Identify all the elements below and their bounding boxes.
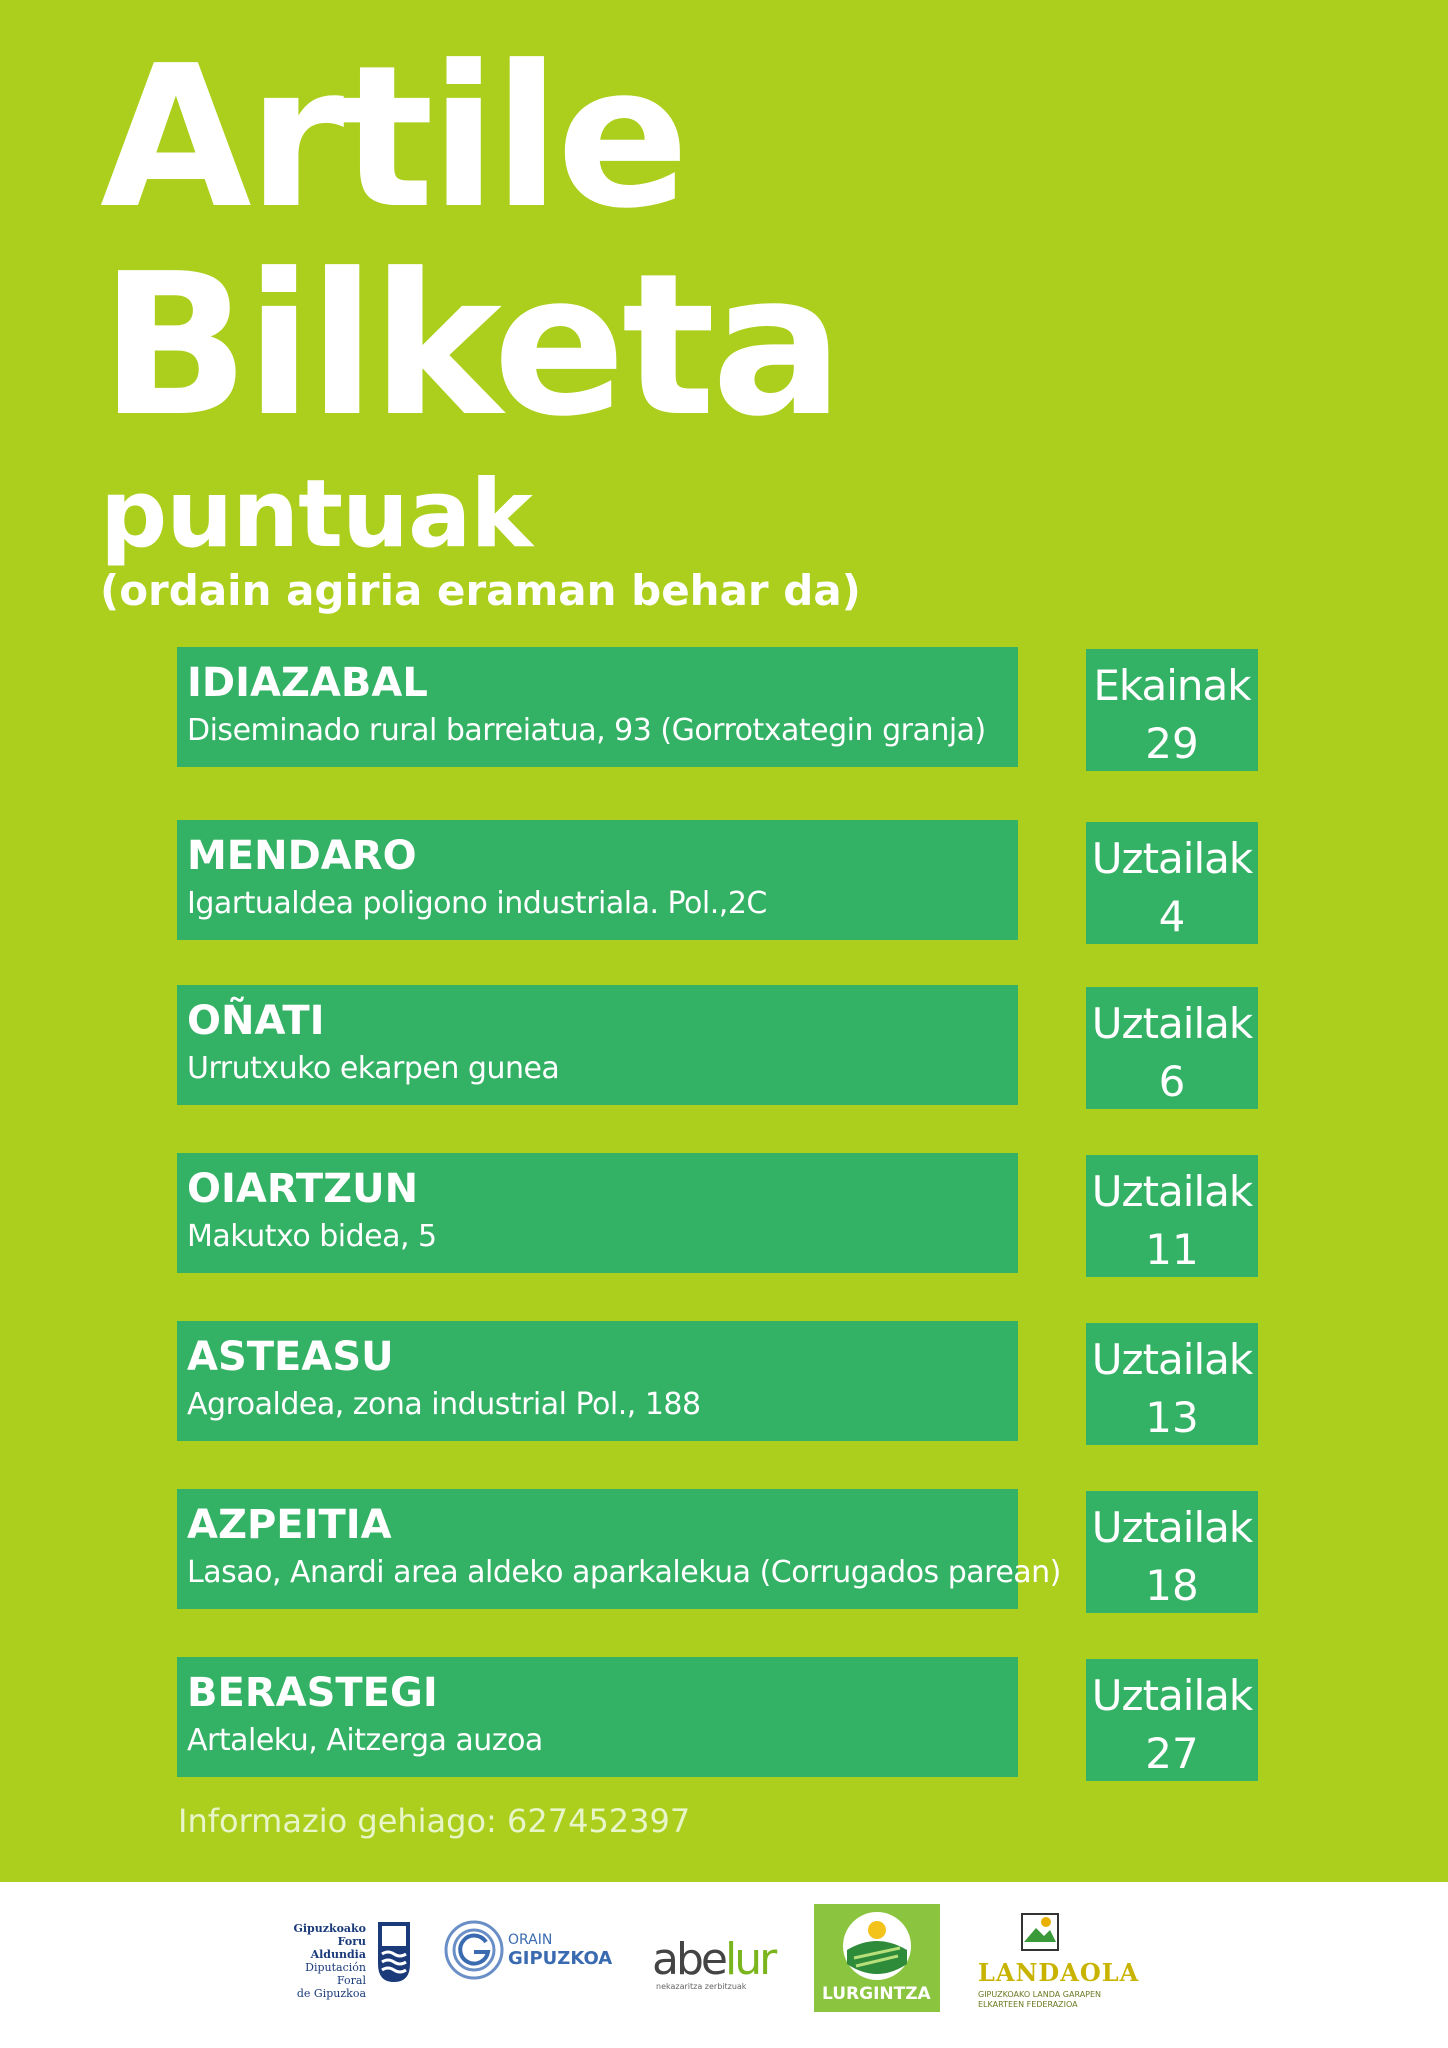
location-address: Lasao, Anardi area aldeko aparkalekua (Corrugados parean): [187, 1555, 1061, 1590]
title-line-3: puntuak: [100, 460, 532, 569]
date-box: [1086, 822, 1258, 944]
date-day: 13: [1145, 1393, 1199, 1442]
location-box: [177, 820, 1018, 940]
location-address: Igartualdea poligono industriala. Pol.,2C: [187, 886, 767, 921]
abelur-logo-part: lur: [724, 1934, 775, 1985]
date-month: Ekainak: [1093, 661, 1251, 710]
date-month: Uztailak: [1091, 1335, 1253, 1384]
date-box: [1086, 1323, 1258, 1445]
date-month: Uztailak: [1091, 1503, 1253, 1552]
date-box: [1086, 1659, 1258, 1781]
abelur-subtitle: nekazaritza zerbitzuak: [656, 1982, 747, 1991]
date-month: Uztailak: [1091, 1671, 1253, 1720]
landaola-subtitle: [978, 1990, 1101, 2010]
location-box: [177, 1657, 1018, 1777]
landaola-subtitle-line: GIPUZKOAKO LANDA GARAPEN: [978, 1990, 1102, 1999]
date-box: [1086, 1155, 1258, 1277]
info-phone: Informazio gehiago: 627452397: [178, 1802, 691, 1840]
date-box: [1086, 987, 1258, 1109]
title-line-1: Artile: [100, 24, 686, 252]
date-day: 27: [1145, 1729, 1199, 1778]
location-address: Urrutxuko ekarpen gunea: [187, 1051, 560, 1086]
date-box: [1086, 1491, 1258, 1613]
landaola-subtitle-line: ELKARTEEN FEDERAZIOA: [978, 2000, 1078, 2009]
location-box: [177, 1321, 1018, 1441]
abelur-logo-part: abe: [652, 1934, 725, 1985]
gipuzkoa-shield-icon: [376, 1920, 412, 1984]
location-name: BERASTEGI: [187, 1670, 438, 1716]
date-day: 4: [1158, 892, 1186, 941]
orain-gipuzkoa-icon: [442, 1918, 506, 1982]
title-line-2: Bilketa: [100, 232, 840, 460]
location-name: IDIAZABAL: [187, 660, 428, 706]
location-name: OIARTZUN: [187, 1166, 419, 1212]
date-box: [1086, 649, 1258, 771]
gipuzkoa-logo-line: Diputación Foral: [305, 1961, 366, 1987]
date-month: Uztailak: [1091, 999, 1253, 1048]
location-box: [177, 647, 1018, 767]
location-name: ASTEASU: [187, 1334, 394, 1380]
gipuzkoa-logo-line: Gipuzkoako: [293, 1922, 366, 1935]
date-month: Uztailak: [1091, 834, 1253, 883]
date-month: Uztailak: [1091, 1167, 1253, 1216]
title-note: (ordain agiria eraman behar da): [100, 566, 861, 615]
landaola-icon: [1016, 1908, 1064, 1956]
gipuzkoa-logo-line: Foru Aldundia: [310, 1935, 366, 1961]
date-day: 11: [1145, 1225, 1199, 1274]
date-day: 29: [1145, 719, 1199, 768]
location-address: Diseminado rural barreiatua, 93 (Gorrotxategin granja): [187, 713, 986, 748]
location-box: [177, 1489, 1061, 1609]
orain-text-top: ORAIN: [508, 1932, 553, 1948]
location-address: Makutxo bidea, 5: [187, 1219, 437, 1254]
location-box: [177, 985, 1018, 1105]
orain-text-bottom: GIPUZKOA: [508, 1948, 613, 1969]
date-day: 6: [1158, 1057, 1186, 1106]
location-name: MENDARO: [187, 833, 417, 879]
orain-gipuzkoa-text: [508, 1932, 612, 1969]
location-name: OÑATI: [187, 998, 325, 1044]
location-name: AZPEITIA: [187, 1502, 392, 1548]
landaola-logo-text: LANDAOLA: [978, 1958, 1140, 1987]
location-address: Artaleku, Aitzerga auzoa: [187, 1723, 543, 1758]
location-box: [177, 1153, 1018, 1273]
location-address: Agroaldea, zona industrial Pol., 188: [187, 1387, 701, 1422]
lurgintza-text: LURGINTZA: [822, 1984, 931, 2004]
date-day: 18: [1145, 1561, 1199, 1610]
abelur-logo: [652, 1934, 774, 1985]
gipuzkoa-logo-text: [288, 1922, 366, 2000]
gipuzkoa-logo-line: de Gipuzkoa: [296, 1987, 366, 2000]
